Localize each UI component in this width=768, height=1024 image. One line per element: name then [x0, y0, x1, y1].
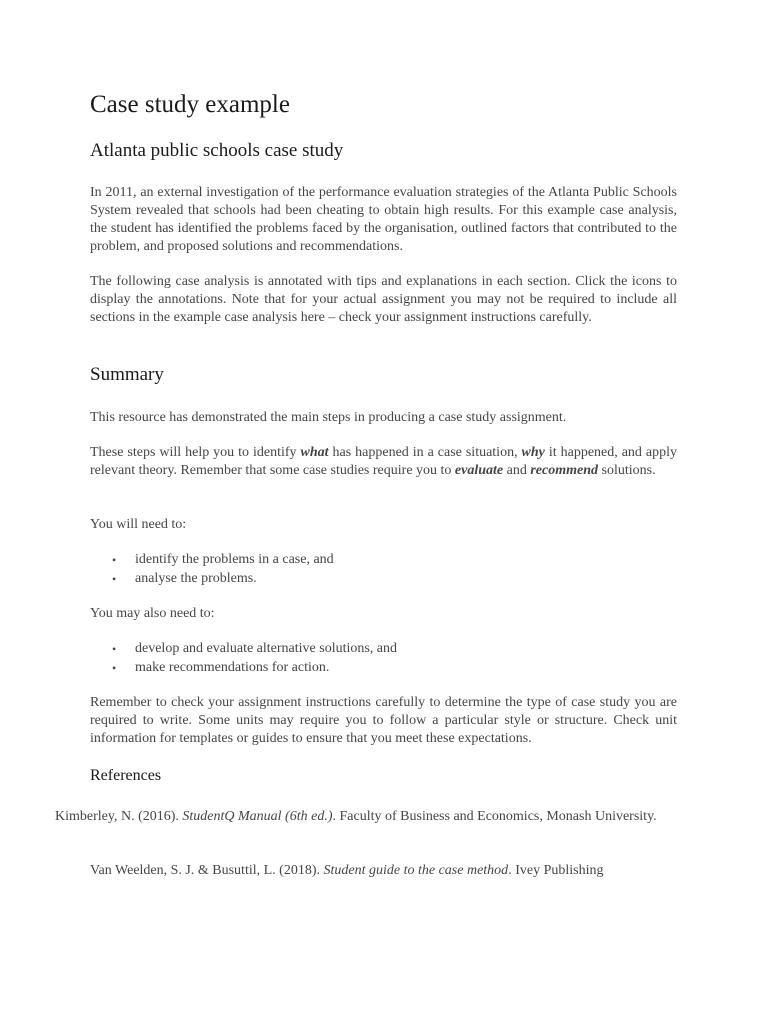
list-item [90, 640, 677, 659]
list-item-text: make recommendations for action. [135, 659, 330, 675]
list-item [90, 551, 677, 570]
reference-publisher: . Ivey Publishing [508, 863, 604, 878]
emphasis-why: why [521, 445, 545, 460]
case-study-heading: Atlanta public schools case study [90, 140, 344, 161]
may-need-list [90, 640, 677, 677]
list-item [90, 659, 677, 678]
bullet-icon: • [112, 571, 117, 586]
text-run: solutions. [598, 463, 656, 478]
list-item-text: analyse the problems. [135, 570, 257, 586]
intro-paragraph-2: The following case analysis is annotated with tips and explanations in each section. Click the icons to display the annotations. Note that for your actual assignment you may not be required to include all sections in the example case analysis here – check your assignment instructions carefully. [90, 274, 677, 325]
references-heading: References [90, 767, 162, 784]
emphasis-recommend: recommend [530, 463, 599, 478]
text-run: and [503, 463, 531, 478]
list-item-text: identify the problems in a case, and [135, 552, 334, 567]
reference-title: Student guide to the case method [323, 863, 509, 878]
intro-paragraph-1: In 2011, an external investigation of the performance evaluation strategies of the Atlanta Public Schools System revealed that schools had been cheating to obtain high results. For this example case analysis, the student has identified the problems faced by the organisation, outlined factors that contributed to the problem, and proposed solutions and recommendations. [90, 185, 677, 254]
page-title: Case study example [90, 91, 290, 118]
summary-paragraph-1: This resource has demonstrated the main steps in producing a case study assignment. [90, 410, 567, 425]
reference-author: Kimberley, N. (2016). [55, 809, 183, 824]
emphasis-evaluate: evaluate [454, 463, 504, 478]
bullet-icon: • [112, 660, 117, 675]
list-item-text: develop and evaluate alternative solutions, and [135, 641, 398, 656]
summary-final-paragraph: Remember to check your assignment instructions carefully to determine the type of case study you are required to write. Some units may require you to follow a particular style or structure. Check unit information for templates or guides to ensure that you meet these expectations. [90, 695, 677, 746]
will-need-label: You will need to: [90, 517, 187, 532]
reference-author: Van Weelden, S. J. & Busuttil, L. (2018). [90, 863, 324, 878]
bullet-icon: • [112, 642, 117, 656]
bullet-icon: • [112, 553, 117, 567]
emphasis-what: what [300, 445, 329, 460]
will-need-list [90, 551, 677, 588]
reference-title: StudentQ Manual (6th ed.) [182, 809, 333, 824]
text-run: it happened, and apply relevant theory. Remember that some case studies require you to [90, 445, 678, 478]
text-run: has happened in a case situation, [328, 445, 522, 460]
reference-publisher: . Faculty of Business and Economics, Monash University. [332, 809, 657, 824]
reference-kimberley [55, 808, 677, 826]
summary-paragraph-2 [90, 444, 677, 480]
text-run: These steps will help you to identify [90, 445, 301, 460]
reference-van-weelden [90, 862, 603, 880]
list-item [90, 570, 677, 589]
summary-heading: Summary [90, 364, 164, 385]
may-need-label: You may also need to: [90, 606, 215, 621]
